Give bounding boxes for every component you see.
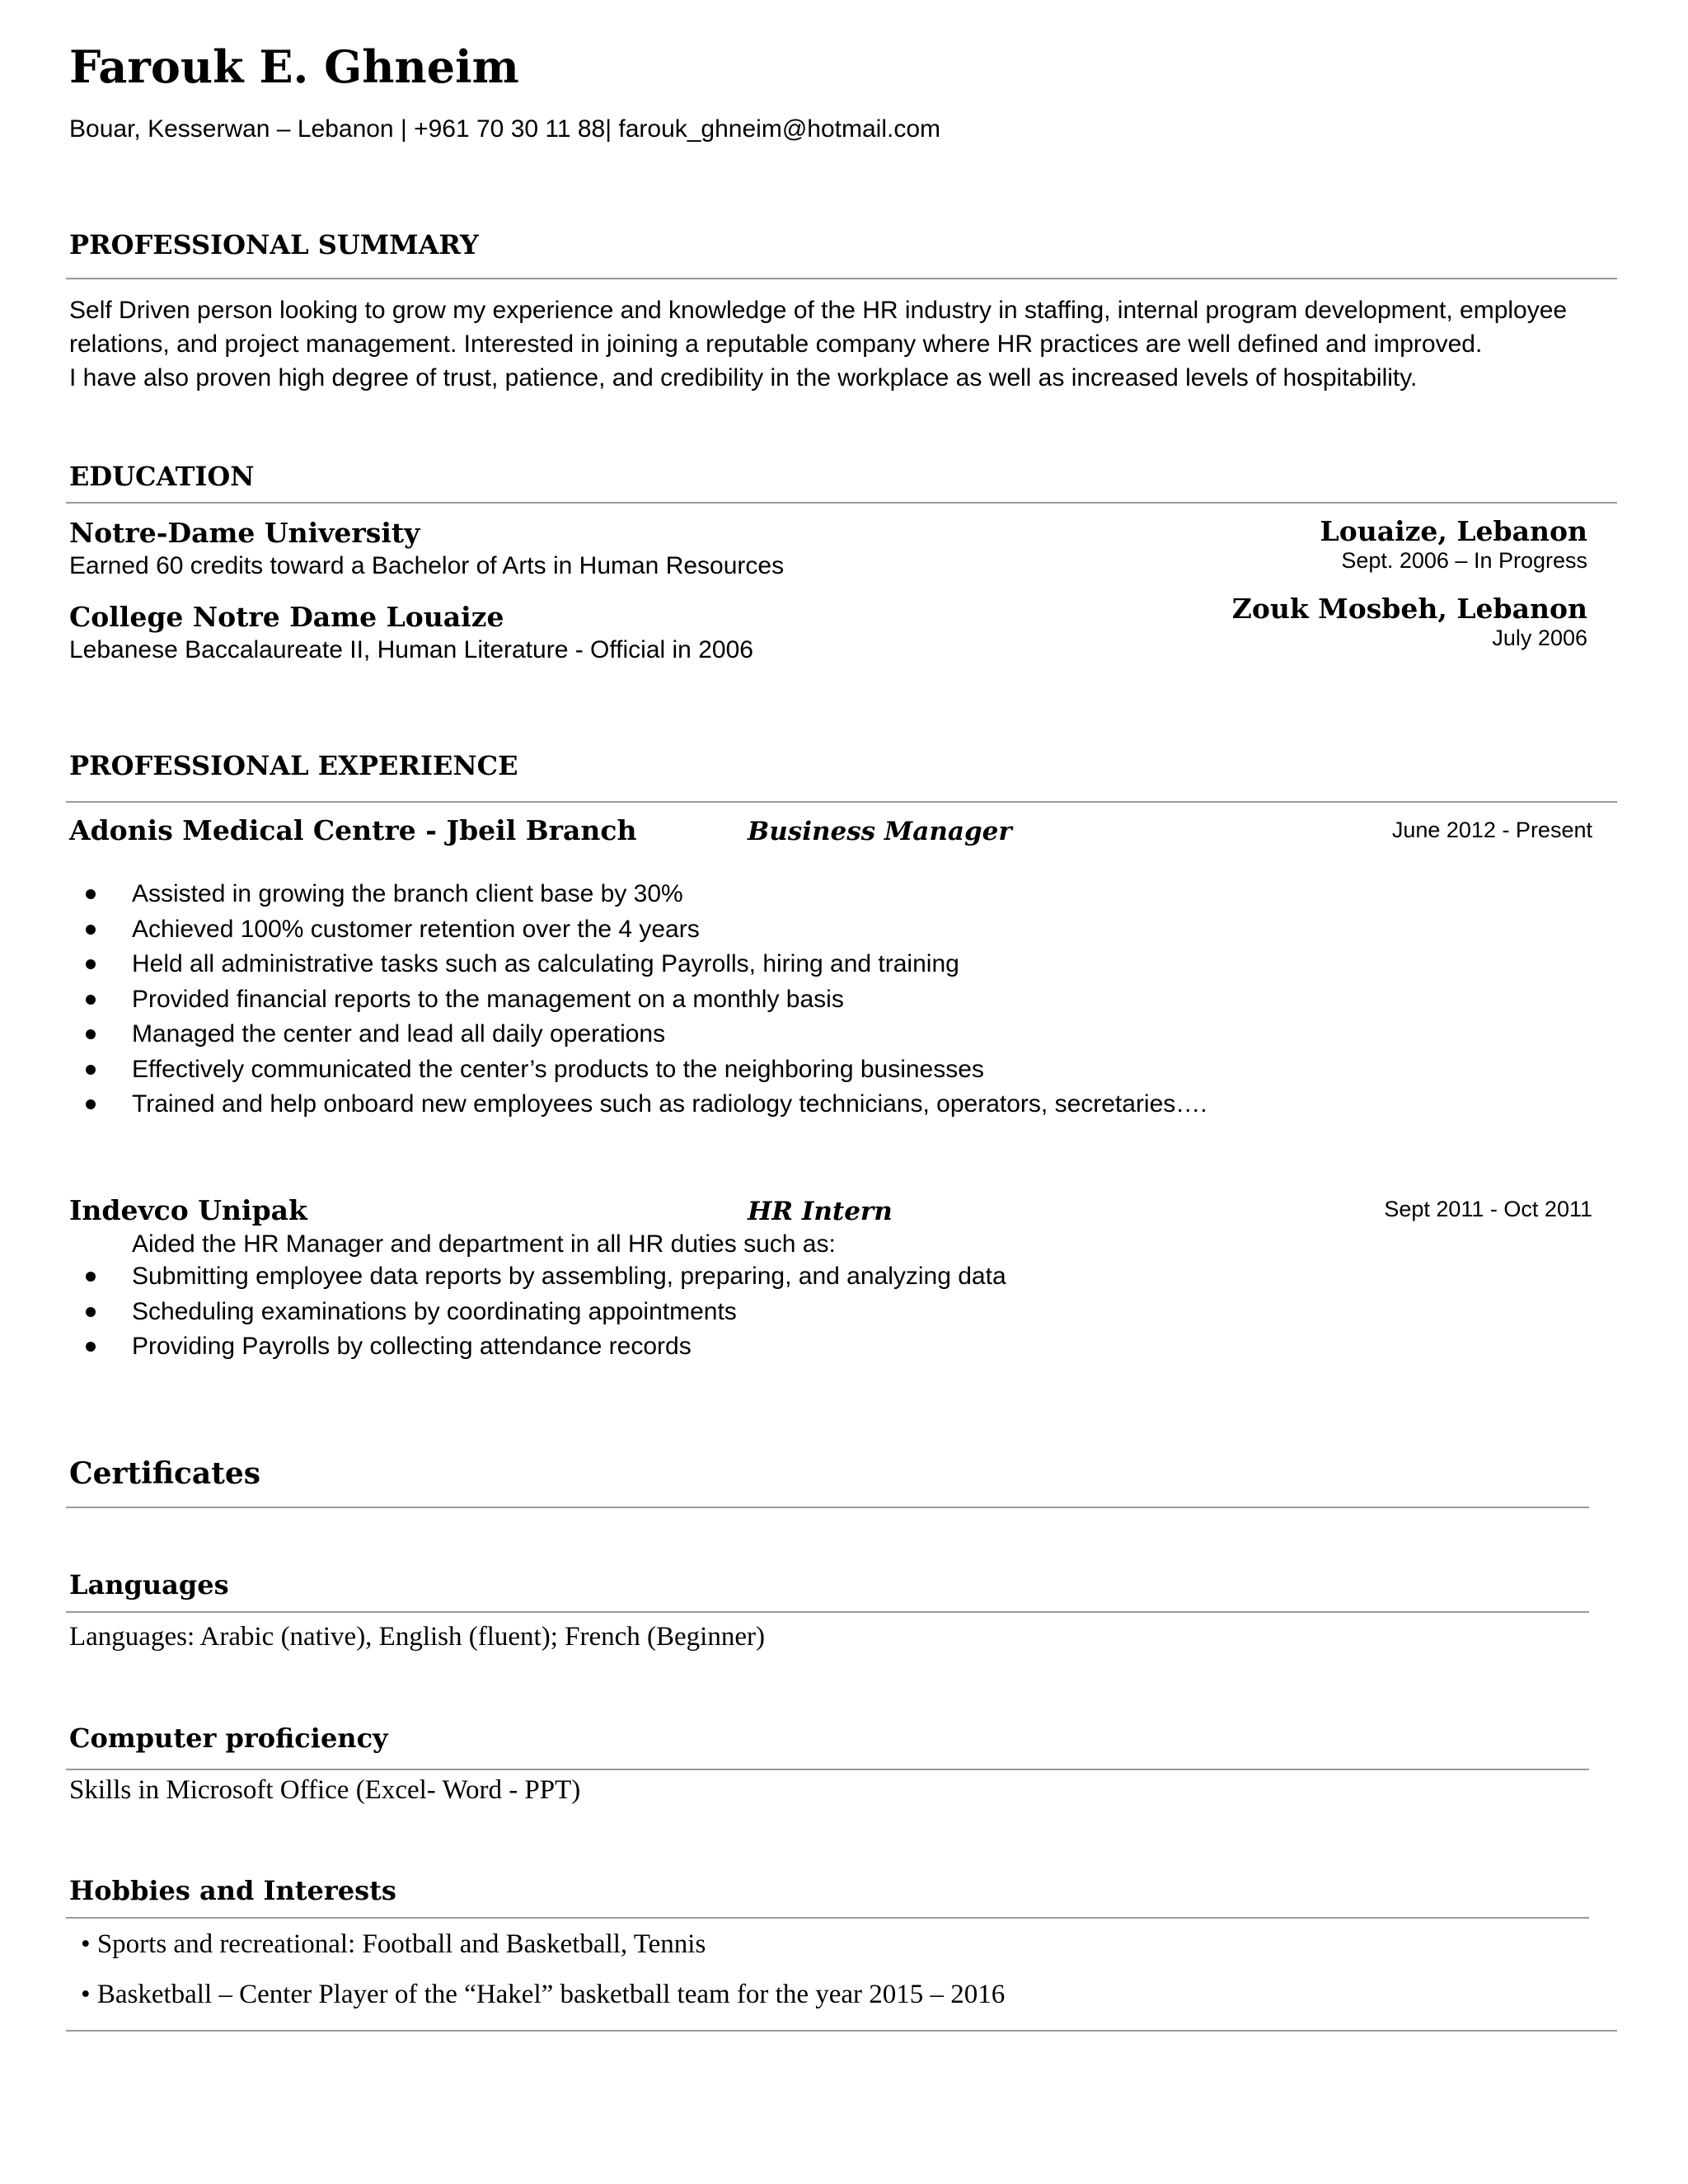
- list-item: [69, 912, 1207, 948]
- bullet-icon: [86, 1307, 96, 1317]
- footer-divider: [66, 2030, 1617, 2032]
- education-detail: Lebanese Baccalaureate II, Human Literature - Official in 2006: [69, 636, 753, 663]
- computer-text: Skills in Microsoft Office (Excel- Word - PPT): [69, 1775, 581, 1805]
- summary-paragraph: [69, 293, 1635, 395]
- job-intro: Aided the HR Manager and department in all HR duties such as:: [132, 1230, 836, 1258]
- education-location: Louaize, Lebanon: [1320, 515, 1587, 547]
- certificates-heading: Certificates: [69, 1456, 261, 1491]
- list-item: [69, 1052, 1207, 1088]
- bullet-icon: [86, 959, 96, 969]
- bullet-text: Managed the center and lead all daily operations: [132, 1020, 666, 1047]
- list-item: [69, 1259, 1006, 1295]
- summary-heading: PROFESSIONAL SUMMARY: [69, 229, 479, 260]
- bullet-text: Assisted in growing the branch client base by 30%: [132, 880, 683, 907]
- hobby-text: Sports and recreational: Football and Basketball, Tennis: [96, 1929, 706, 1959]
- education-date: Sept. 2006 – In Progress: [1341, 548, 1587, 573]
- education-school: College Notre Dame Louaize: [69, 601, 504, 633]
- hobbies-heading: Hobbies and Interests: [69, 1875, 396, 1906]
- list-item: [69, 1295, 1006, 1330]
- bullet-text: Providing Payrolls by collecting attendance records: [132, 1333, 692, 1360]
- bullet-text: Provided financial reports to the management on a monthly basis: [132, 985, 844, 1013]
- summary-line: Self Driven person looking to grow my experience and knowledge of the HR industry in staffing, internal program development, employee: [69, 297, 1568, 324]
- job-bullet-list: [69, 877, 1207, 1122]
- bullet-icon: [86, 1272, 96, 1282]
- list-item: [69, 1017, 1207, 1052]
- certificates-divider: [66, 1507, 1589, 1508]
- education-detail: Earned 60 credits toward a Bachelor of Arts in Human Resources: [69, 552, 785, 579]
- hobby-item: • Basketball – Center Player of the “Hakel” basketball team for the year 2015 – 2016: [81, 1980, 1006, 2009]
- languages-divider: [66, 1611, 1589, 1613]
- languages-heading: Languages: [69, 1569, 229, 1601]
- bullet-icon: [86, 1029, 96, 1039]
- education-heading: EDUCATION: [69, 461, 255, 492]
- computer-divider: [66, 1769, 1589, 1770]
- hobby-text: Basketball – Center Player of the “Hakel” basketball team for the year 2015 – 2016: [96, 1980, 1006, 2009]
- bullet-text: Achieved 100% customer retention over the 4 years: [132, 915, 700, 943]
- bullet-icon: [86, 1065, 96, 1075]
- bullet-text: Submitting employee data reports by assembling, preparing, and analyzing data: [132, 1263, 1006, 1290]
- list-item: [69, 947, 1207, 982]
- summary-line: I have also proven high degree of trust, patience, and credibility in the workplace as well as increased levels of hospitability.: [69, 364, 1418, 391]
- list-item: [69, 1329, 1006, 1365]
- education-date: July 2006: [1492, 626, 1587, 650]
- bullet-text: Effectively communicated the center’s products to the neighboring businesses: [132, 1055, 984, 1083]
- hobbies-divider: [66, 1917, 1589, 1919]
- bullet-text: Scheduling examinations by coordinating appointments: [132, 1297, 737, 1325]
- experience-divider: [66, 801, 1617, 803]
- candidate-name: Farouk E. Ghneim: [69, 40, 519, 93]
- job-company: Indevco Unipak: [69, 1194, 307, 1226]
- computer-heading: Computer proficiency: [69, 1722, 388, 1754]
- languages-text: Languages: Arabic (native), English (fluent); French (Beginner): [69, 1622, 765, 1652]
- list-item: [69, 982, 1207, 1018]
- summary-divider: [66, 278, 1617, 279]
- bullet-icon: [86, 889, 96, 899]
- bullet-text: Trained and help onboard new employees such as radiology technicians, operators, secretaries….: [132, 1090, 1207, 1118]
- list-item: [69, 1087, 1207, 1122]
- education-school: Notre-Dame University: [69, 517, 420, 549]
- education-location: Zouk Mosbeh, Lebanon: [1231, 593, 1587, 625]
- job-company: Adonis Medical Centre - Jbeil Branch: [69, 814, 637, 846]
- bullet-icon: [86, 925, 96, 935]
- summary-line: relations, and project management. Interested in joining a reputable company where HR practices are well defined and improved.: [69, 330, 1483, 358]
- bullet-text: Held all administrative tasks such as calculating Payrolls, hiring and training: [132, 950, 959, 977]
- bullet-icon: [86, 1342, 96, 1352]
- education-divider: [66, 502, 1617, 504]
- list-item: [69, 877, 1207, 912]
- bullet-icon: [86, 995, 96, 1005]
- job-bullet-list: [69, 1259, 1006, 1365]
- experience-heading: PROFESSIONAL EXPERIENCE: [69, 750, 518, 781]
- job-dates: June 2012 - Present: [1391, 818, 1592, 842]
- job-role: Business Manager: [748, 817, 1012, 846]
- hobby-item: • Sports and recreational: Football and Basketball, Tennis: [81, 1929, 706, 1959]
- job-dates: Sept 2011 - Oct 2011: [1384, 1197, 1592, 1221]
- job-role: HR Intern: [748, 1197, 893, 1226]
- contact-info: Bouar, Kesserwan – Lebanon | +961 70 30 11 88| farouk_ghneim@hotmail.com: [69, 115, 941, 143]
- bullet-icon: [86, 1099, 96, 1109]
